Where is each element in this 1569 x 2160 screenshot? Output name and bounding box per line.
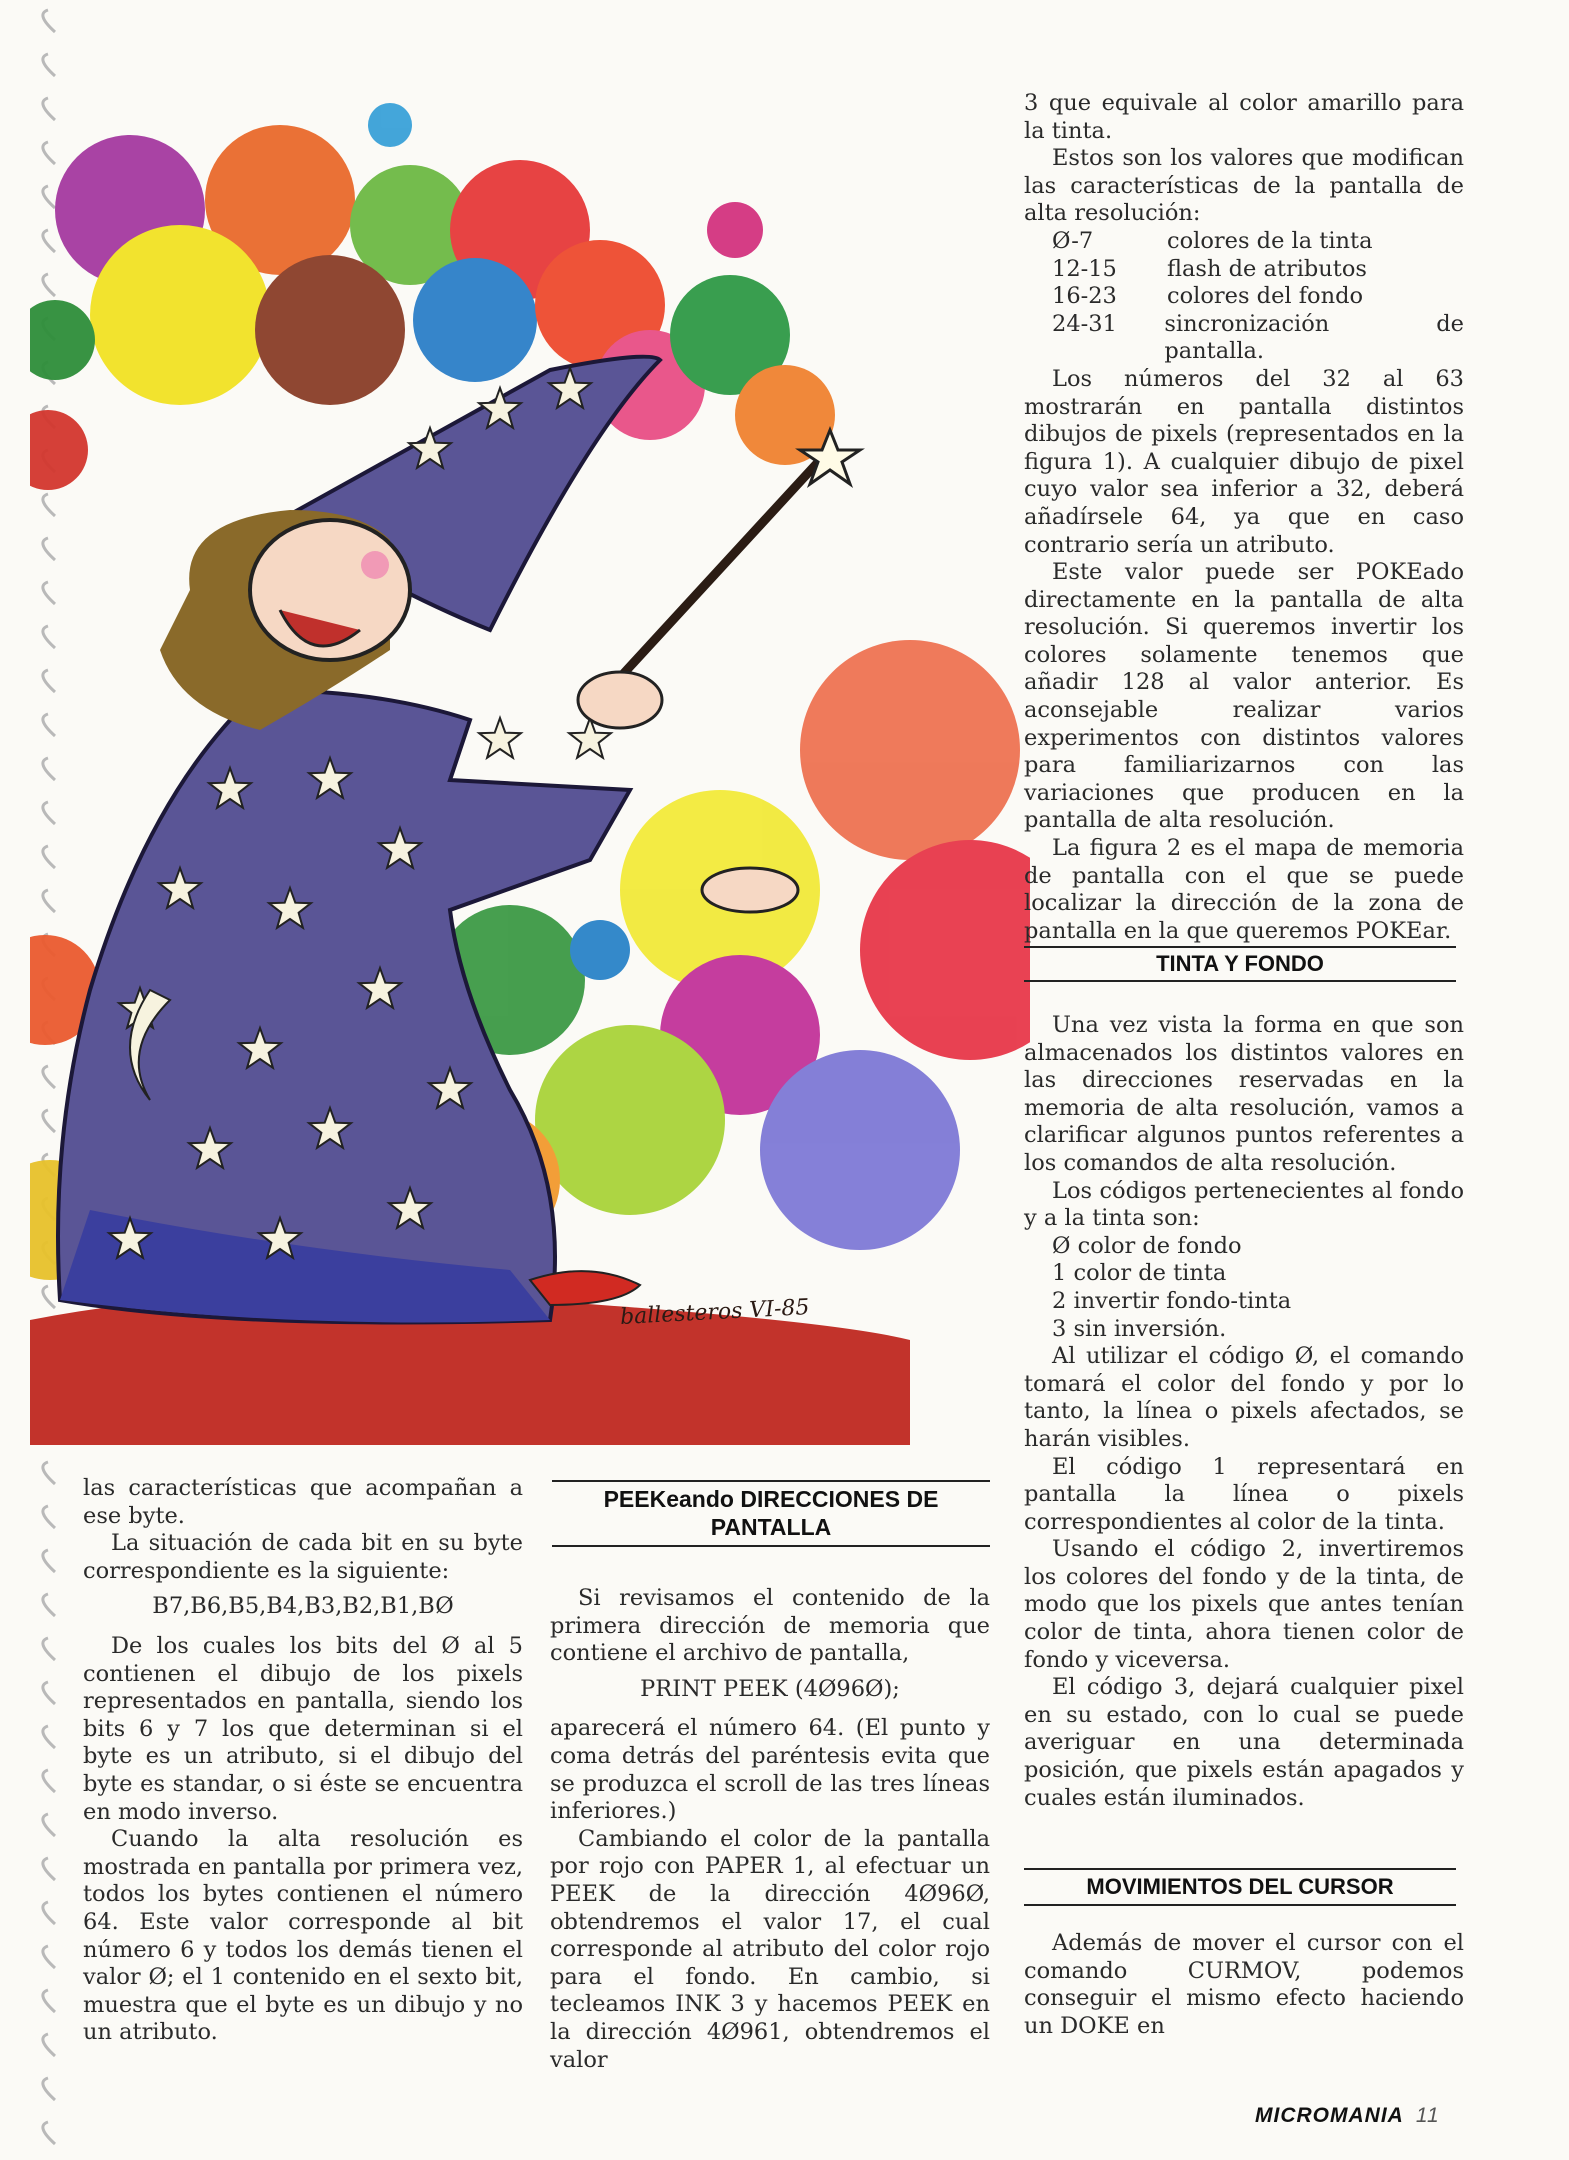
illustrator-signature: ballesteros VI-85 — [619, 1295, 811, 1330]
binding-ring — [43, 1594, 55, 1616]
code-line: PRINT PEEK (4Ø96Ø); — [640, 1675, 900, 1702]
text-column-right — [1024, 90, 1464, 945]
binding-ring — [43, 2122, 55, 2144]
binding-ring — [43, 1858, 55, 1880]
binding-ring — [43, 2034, 55, 2056]
paragraph: Estos son los valores que modifican las características de la pantalla de alta resolución: — [1024, 145, 1464, 227]
binding-ring — [43, 2078, 55, 2100]
paragraph: las características que acompañan a ese byte. — [83, 1475, 523, 1529]
paragraph: Los códigos pertenecientes al fondo y a la tinta son: — [1024, 1177, 1464, 1232]
paragraph: Si revisamos el contenido de la primera dirección de memoria que contiene el archivo de pantalla, — [550, 1585, 990, 1667]
text-column-movimientos — [1024, 1930, 1464, 2040]
magazine-name: MICROMANIA — [1255, 2104, 1404, 2127]
table-row: 16-23 colores del fondo — [1052, 283, 1364, 310]
wizard-illustration — [30, 90, 1030, 1445]
paragraph: El código 1 representará en pantalla la línea o pixels correspondientes al color de la tinta. — [1024, 1453, 1464, 1535]
table-row: 12-15 flash de atributos — [1052, 255, 1367, 282]
paragraph: Usando el código 2, invertiremos los colores del fondo y de la tinta, de modo que los pixels que antes tenían color de tinta, ahora tienen color de fondo y viceversa. — [1024, 1536, 1464, 1673]
table-row: Ø-7 colores de la tinta — [1052, 227, 1373, 254]
bit-sequence: B7,B6,B5,B4,B3,B2,B1,BØ — [152, 1593, 454, 1620]
binding-ring — [43, 1506, 55, 1528]
paragraph: Este valor puede ser POKEado directamente en la pantalla de alta resolución. Si queremos invertir los colores solamente tenemos que añadir 128 al valor anterior. Es aconsejable realizar varios experimentos con distintos valores para familiarizarnos con las variaciones que producen en la pantalla de alta resolución. — [1024, 559, 1464, 834]
binding-ring — [43, 1946, 55, 1968]
codes-list — [1052, 1233, 1464, 1343]
page-number: 11 — [1415, 2104, 1440, 2127]
binding-ring — [43, 1726, 55, 1748]
binding-ring — [43, 1638, 55, 1660]
robe-star — [479, 718, 521, 758]
binding-ring — [43, 1682, 55, 1704]
table-row: 24-31 sincronización de pantalla. — [1052, 310, 1464, 365]
paragraph: De los cuales los bits del Ø al 5 contienen el dibujo de los pixels representados en pantalla, siendo los bits 6 y 7 los que determinan si el byte es un atributo, si el dibujo del byte es standar, o si éste se encuentra en modo inverso. — [83, 1632, 523, 1825]
list-item: 1 color de tinta — [1052, 1260, 1227, 1287]
paragraph: 3 que equivale al color amarillo para la tinta. — [1024, 90, 1464, 144]
binding-ring — [43, 1990, 55, 2012]
red-shoe — [530, 1271, 640, 1305]
text-column-left — [83, 1475, 523, 2047]
text-column-middle — [550, 1585, 990, 2074]
binding-ring — [43, 1550, 55, 1572]
list-item: 2 invertir fondo-tinta — [1052, 1287, 1292, 1314]
binding-ring — [43, 1770, 55, 1792]
section-heading-tinta-y-fondo: TINTA Y FONDO — [1024, 946, 1456, 982]
paragraph: aparecerá el número 64. (El punto y coma detrás del paréntesis evita que se produzca el scroll de las tres líneas inferiores.) — [550, 1715, 990, 1825]
binding-ring — [43, 1814, 55, 1836]
section-heading-movimientos: MOVIMIENTOS DEL CURSOR — [1024, 1868, 1456, 1906]
paragraph: El código 3, dejará cualquier pixel en su estado, con lo cual se puede averiguar en una determinada posición, que pixels están apagados y cuales están iluminados. — [1024, 1674, 1464, 1811]
paragraph: Además de mover el cursor con el comando CURMOV, podemos conseguir el mismo efecto haciendo un DOKE en — [1024, 1930, 1464, 2039]
paragraph: Al utilizar el código Ø, el comando tomará el color del fondo y por lo tanto, la línea o pixels afectados, se harán visibles. — [1024, 1343, 1464, 1452]
binding-ring — [43, 1902, 55, 1924]
section-heading-peekeando: PEEKeando DIRECCIONES DE PANTALLA — [552, 1480, 990, 1547]
paragraph: Cuando la alta resolución es mostrada en pantalla por primera vez, todos los bytes contienen el número 64. Este valor corresponde al bit número 6 y todos los demás tienen el valor Ø; el 1 contenido en el sexto bit, muestra que el byte es un dibujo y no un atributo. — [83, 1826, 523, 2046]
paragraph: La situación de cada bit en su byte correspondiente es la siguiente: — [83, 1530, 523, 1584]
wizard-hand-right — [702, 868, 798, 912]
text-column-tinta — [1024, 1012, 1464, 1812]
binding-ring — [43, 1462, 55, 1484]
values-table — [1052, 228, 1464, 366]
paragraph: Cambiando el color de la pantalla por rojo con PAPER 1, al efectuar un PEEK de la dirección 4Ø96Ø, obtendremos el valor 17, el cual corresponde al atributo del color rojo para el fondo. En cambio, si tecleamos INK 3 y hacemos PEEK en la dirección 4Ø961, obtendremos el valor — [550, 1825, 990, 2073]
binding-ring — [43, 10, 55, 32]
paragraph: La figura 2 es el mapa de memoria de pantalla con el que se puede localizar la dirección de la zona de pantalla en la que queremos POKEar. — [1024, 835, 1464, 944]
paragraph: Los números del 32 al 63 mostrarán en pantalla distintos dibujos de pixels (representados en la figura 1). A cualquier dibujo de pixel cuyo valor sea inferior a 32, deberá añadírsele 64, ya que en caso contrario sería un atributo. — [1024, 365, 1464, 558]
list-item: 3 sin inversión. — [1052, 1315, 1227, 1342]
paragraph: Una vez vista la forma en que son almacenados los distintos valores en las direcciones reservadas en la memoria de alta resolución, vamos a clarificar algunos puntos referentes a los comandos de alta resolución. — [1024, 1012, 1464, 1176]
page-footer — [1255, 2104, 1440, 2128]
wizard-hand-left — [578, 672, 662, 728]
list-item: Ø color de fondo — [1052, 1232, 1242, 1259]
binding-ring — [43, 54, 55, 76]
